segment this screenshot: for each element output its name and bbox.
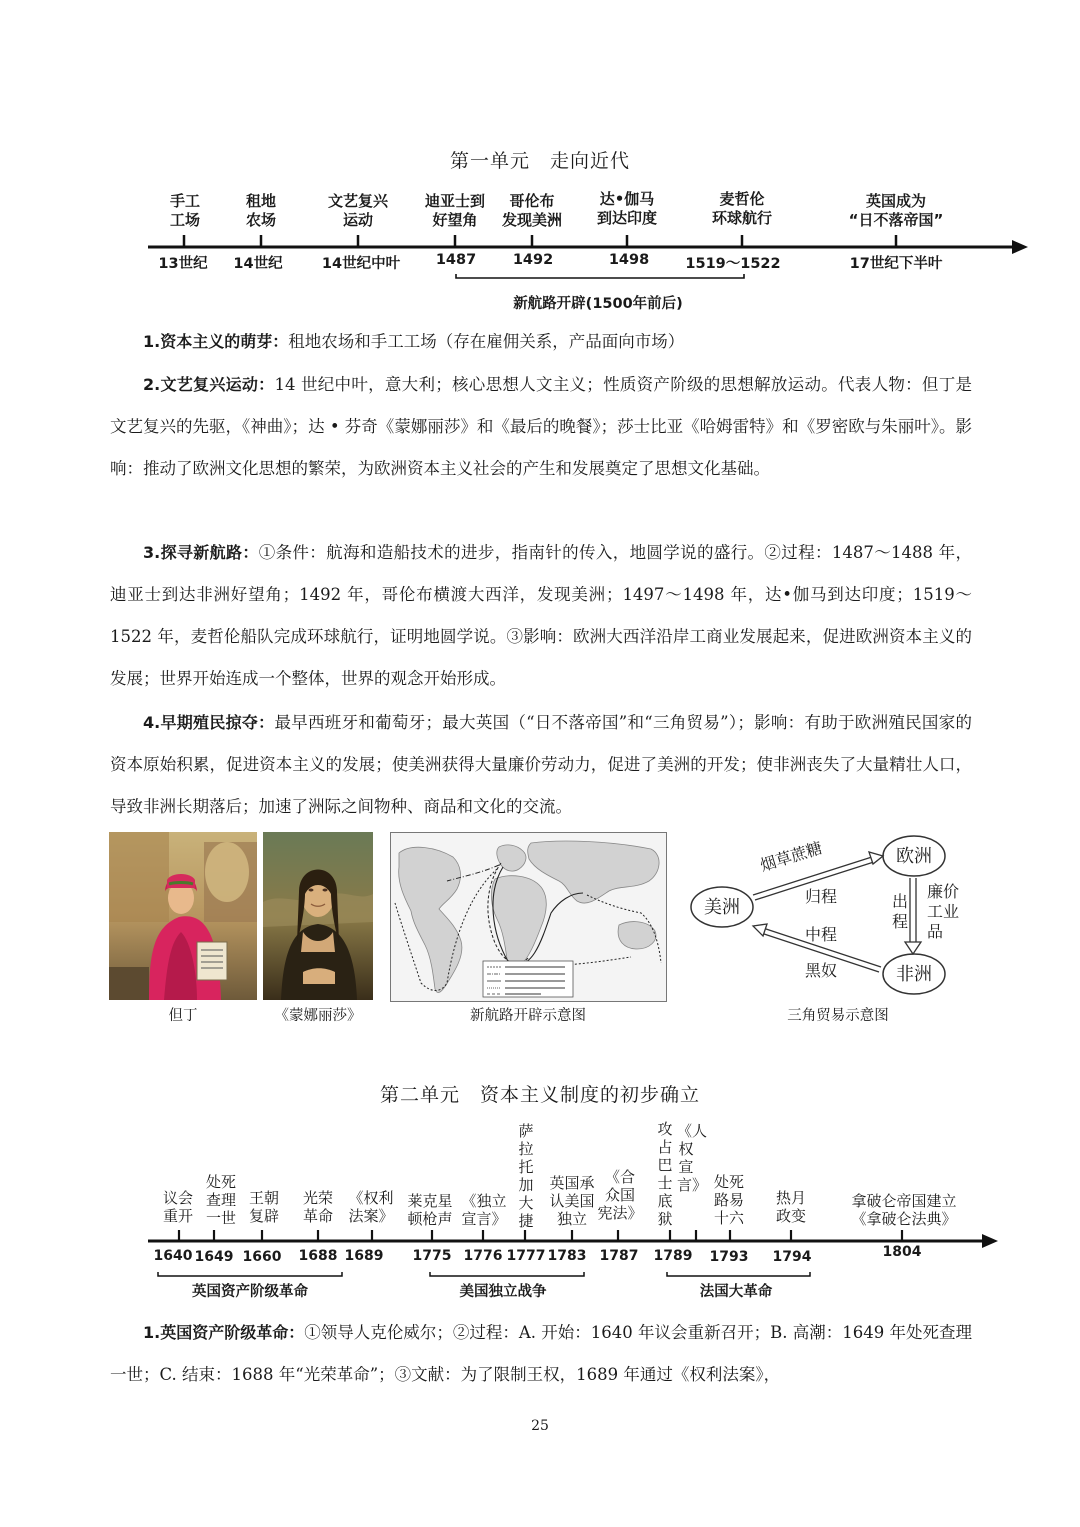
timeline2-label-1793: 处死 路易 十六 <box>713 1173 745 1227</box>
timeline2-date-1689: 1689 <box>344 1248 384 1264</box>
timeline1-label-2: 租地 农场 <box>245 192 277 229</box>
timeline2-date-1787: 1787 <box>599 1248 639 1264</box>
timeline2-date-1640: 1640 <box>153 1248 193 1264</box>
dante-portrait-image <box>109 832 257 1000</box>
europe-label: 欧洲 <box>896 846 932 867</box>
timeline2-date-1688: 1688 <box>298 1248 338 1264</box>
group-label-american-war: 美国独立战争 <box>459 1284 547 1300</box>
paragraph-body: 14 世纪中叶，意大利；核心思想人文主义；性质资产阶级的思想解放运动。代表人物：但丁是文艺复兴的先驱，《神曲》；达 • 芬奇《蒙娜丽莎》和《最后的晚餐》；莎士比亚《哈姆雷特》和《罗密欧与朱丽叶》。影响：推动了欧洲文化思想的繁荣，为欧洲资本主义社会的产生和发展奠定了思想文化基础。 <box>110 375 972 478</box>
timeline1-date-1: 13世纪 <box>158 256 208 272</box>
timeline2-label-1777: 萨拉托加大捷 <box>518 1122 534 1230</box>
timeline2-date-1793: 1793 <box>709 1249 749 1265</box>
dante-caption: 但丁 <box>168 1008 198 1024</box>
timeline2-label-1660: 王朝 复辟 <box>248 1189 280 1225</box>
paragraph-heading: 4.早期殖民掠夺： <box>143 713 275 732</box>
paragraph-body: ①领导人克伦威尔；②过程：A. 开始：1640 年议会重新召开；B. 高潮：1649 年处死查理一世；C. 结束：1688 年“光荣革命”；③文献：为了限制王权，1689 年通过《权利法案》， <box>110 1323 972 1384</box>
timeline1-label-4: 迪亚士到 好望角 <box>424 192 486 229</box>
tobacco-sugar-label: 烟草蔗糖 <box>757 838 825 876</box>
paragraph-body: 最早西班牙和葡萄牙；最大英国（“日不落帝国”和“三角贸易”）；影响：有助于欧洲殖民国家的资本原始积累，促进资本主义的发展；使美洲获得大量廉价劳动力，促进了美洲的开发；使非洲丧失了大量精壮人口，导致非洲长期落后；加速了洲际之间物种、商品和文化的交流。 <box>110 713 972 816</box>
timeline2-date-1783: 1783 <box>547 1248 587 1264</box>
timeline2-label-1787: 《合 众国 宪法》 <box>597 1168 643 1222</box>
mona-lisa-caption: 《蒙娜丽莎》 <box>274 1008 362 1024</box>
timeline1-date-3: 14世纪中叶 <box>321 256 401 272</box>
return-leg-label: 归程 <box>805 887 838 906</box>
unit1-title: 第一单元 走向近代 <box>449 150 630 172</box>
timeline2-date-1804: 1804 <box>882 1244 922 1260</box>
timeline1-label-6: 达•伽马 到达印度 <box>596 190 658 227</box>
timeline1-date-4: 1487 <box>435 252 477 268</box>
timeline1-date-6: 1498 <box>608 252 650 268</box>
africa-label: 非洲 <box>896 964 932 985</box>
timeline2-date-1660: 1660 <box>242 1249 282 1265</box>
timeline1-date-5: 1492 <box>512 252 554 268</box>
timeline2-label-1689: 《权利 法案》 <box>348 1189 394 1225</box>
timeline2-label-1789-bastille: 攻占巴士底狱 <box>657 1120 673 1228</box>
timeline2-date-1789: 1789 <box>653 1248 693 1264</box>
timeline1-date-8: 17世纪下半叶 <box>849 256 943 272</box>
page-number: 25 <box>531 1418 549 1434</box>
cheap-goods-label: 廉价 工业 品 <box>927 882 960 941</box>
timeline2-label-1789-declaration: 《人权宣言》 <box>677 1122 708 1194</box>
timeline1-label-7: 麦哲伦 环球航行 <box>711 190 773 227</box>
paragraph-body: 租地农场和手工工场（存在雇佣关系，产品面向市场） <box>288 332 685 351</box>
group-label-english-revolution: 英国资产阶级革命 <box>192 1284 308 1300</box>
timeline1-bracket-label: 新航路开辟(1500年前后) <box>513 296 683 312</box>
sea-routes-map-caption: 新航路开辟示意图 <box>470 1008 586 1024</box>
timeline2-date-1777: 1777 <box>506 1248 546 1264</box>
timeline1-label-5: 哥伦布 发现美洲 <box>501 192 563 229</box>
paragraph-heading: 1.资本主义的萌芽： <box>143 332 289 351</box>
unit2-paragraph-1 <box>110 1312 972 1396</box>
unit1-paragraph-4 <box>110 702 972 828</box>
paragraph-heading: 1.英国资产阶级革命： <box>143 1323 305 1342</box>
unit1-paragraph-1 <box>110 321 972 363</box>
timeline2-date-1649: 1649 <box>194 1249 234 1265</box>
outbound-leg-label: 出 程 <box>892 892 909 931</box>
new-sea-routes-map <box>390 832 667 1002</box>
timeline2-label-1804: 拿破仑帝国建立 《拿破仑法典》 <box>851 1192 957 1228</box>
middle-passage-label: 中程 <box>805 925 838 944</box>
timeline2-label-1688: 光荣 革命 <box>302 1189 334 1225</box>
unit2-title: 第二单元 资本主义制度的初步确立 <box>379 1084 700 1106</box>
paragraph-body: ①条件：航海和造船技术的进步，指南针的传入，地圆学说的盛行。②过程：1487～1488 年，迪亚士到达非洲好望角；1492 年，哥伦布横渡大西洋，发现美洲；1497～1498 年，达•伽马到达印度；1519～1522 年，麦哲伦船队完成环球航行，证明地圆学说。③影响：欧洲大西洋沿岸工商业发展起来，促进欧洲资本主义的发展；世界开始连成一个整体，世界的观念开始形成。 <box>110 543 972 688</box>
timeline2-date-1775: 1775 <box>412 1248 452 1264</box>
timeline2-label-1794: 热月 政变 <box>775 1189 807 1225</box>
unit1-paragraph-3 <box>110 532 972 700</box>
paragraph-heading: 3.探寻新航路： <box>143 543 259 562</box>
timeline2-date-1794: 1794 <box>772 1249 812 1265</box>
timeline2-label-1649: 处死 查理 一世 <box>205 1173 237 1227</box>
timeline2-label-1783: 英国承 认美国 独立 <box>549 1174 595 1228</box>
timeline2-date-1776: 1776 <box>463 1248 503 1264</box>
unit1-paragraph-2 <box>110 364 972 490</box>
timeline2-label-1775: 莱克星 顿枪声 <box>407 1192 453 1228</box>
triangle-trade-caption: 三角贸易示意图 <box>787 1008 889 1024</box>
timeline1-date-2: 14世纪 <box>233 256 283 272</box>
group-label-french-revolution: 法国大革命 <box>699 1284 773 1300</box>
slaves-label: 黑奴 <box>805 961 838 980</box>
timeline1-date-7: 1519～1522 <box>685 256 781 272</box>
america-label: 美洲 <box>704 897 740 918</box>
paragraph-heading: 2.文艺复兴运动： <box>143 375 275 394</box>
timeline1-label-1: 手工 工场 <box>169 192 201 229</box>
triangle-trade-diagram <box>685 826 975 1004</box>
timeline1-label-8: 英国成为 “日不落帝国” <box>848 192 944 229</box>
mona-lisa-image <box>263 832 373 1000</box>
timeline2-label-1640: 议会 重开 <box>162 1189 194 1225</box>
timeline2-label-1776: 《独立 宣言》 <box>461 1192 507 1228</box>
timeline1-label-3: 文艺复兴 运动 <box>327 192 389 229</box>
